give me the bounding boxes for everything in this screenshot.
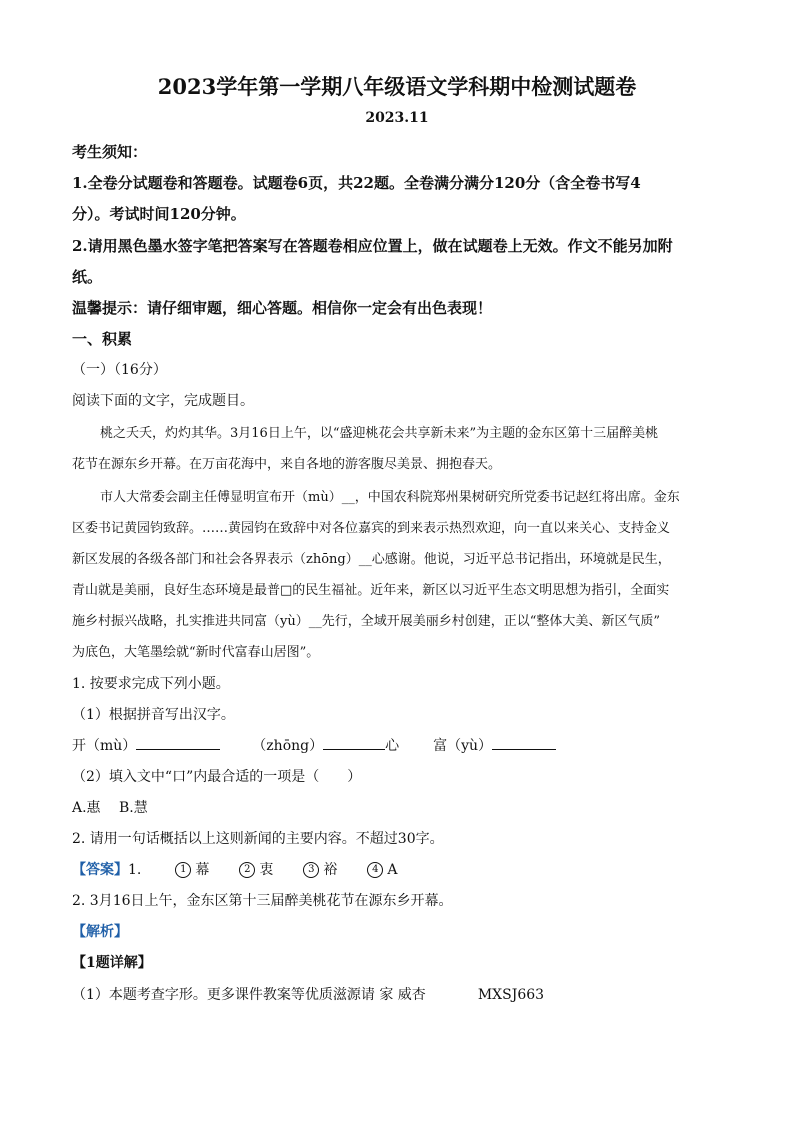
pinyin-prefix: （zhōng） — [252, 738, 324, 754]
notice-heading: 考生须知： — [72, 143, 148, 161]
detail-text: （1）本题考查字形。更多课件教案等优质滋源请 家 威杏 — [72, 987, 426, 1003]
answer-blank[interactable] — [492, 735, 556, 750]
part-heading: （一）（16分） — [72, 362, 167, 378]
answer-blank[interactable] — [136, 735, 220, 750]
passage-line: 花节在源东乡开幕。在万亩花海中，来自各地的游客腹尽美景、拥抱春天。 — [72, 457, 502, 472]
page-title: 2023学年第一学期八年级语文学科期中检测试题卷 — [157, 74, 637, 99]
circled-number: 3 — [303, 862, 319, 878]
answer-row — [72, 859, 397, 879]
passage-line: 桃之夭夭，灼灼其华。3月16日上午，以“盛迎桃花会共享新未来”为主题的金东区第十三届醉美桃 — [100, 426, 659, 441]
answer-item: 裕 — [323, 862, 338, 878]
answer-tag: 【答案】 — [72, 862, 128, 878]
circled-number: 1 — [175, 862, 191, 878]
answer-item: 衷 — [259, 862, 274, 878]
passage-line: 市人大常委会副主任傅显明宣布开（mù）__，中国农科院郑州果树研究所党委书记赵红将出席。金东 — [100, 490, 680, 505]
question-1-1: （1）根据拼音写出汉字。 — [72, 707, 235, 723]
tip-line: 温馨提示：请仔细审题，细心答题。相信你一定会有出色表现！ — [72, 299, 493, 317]
watermark-code: MXSJ663 — [477, 987, 545, 1003]
answer-2: 2. 3月16日上午，金东区第十三届醉美桃花节在源东乡开幕。 — [72, 893, 453, 909]
circled-number: 4 — [367, 862, 383, 878]
passage-line: 新区发展的各级各部门和社会各界表示（zhōng）__心感谢。他说，习近平总书记指出，环境就是民生， — [72, 552, 671, 567]
circled-number: 2 — [239, 862, 255, 878]
answer-item: 幕 — [195, 862, 210, 878]
passage-line: 青山就是美丽，良好生态环境是最普□的民生福祉。近年来，新区以习近平生态文明思想为指引，全面实 — [72, 583, 670, 598]
options-row: A.惠 B.慧 — [72, 800, 148, 816]
notice-1-line-1: 1.全卷分试题卷和答题卷。试题卷6页，共22题。全卷满分满分120分（含全卷书写4 — [72, 174, 641, 192]
passage-line: 施乡村振兴战略，扎实推进共同富（yù）__先行，全域开展美丽乡村创建，正以“整体大美、新区气质” — [72, 614, 661, 629]
answer-lead: 1. — [128, 862, 142, 878]
analysis-tag: 【解析】 — [72, 924, 128, 940]
pinyin-prefix: 开（mù） — [72, 738, 137, 754]
exam-date: 2023.11 — [365, 110, 429, 126]
pinyin-row — [72, 735, 556, 755]
pinyin-prefix: 富（yù） — [433, 738, 493, 754]
notice-1-line-2: 分）。考试时间120分钟。 — [72, 205, 246, 223]
question-1-2: （2）填入文中“口”内最合适的一项是（ ） — [72, 769, 362, 785]
notice-2-line-1: 2.请用黑色墨水签字笔把答案写在答题卷相应位置上，做在试题卷上无效。作文不能另加附 — [72, 237, 673, 255]
reading-instruction: 阅读下面的文字，完成题目。 — [72, 393, 254, 409]
question-1: 1. 按要求完成下列小题。 — [72, 676, 230, 692]
detail-line — [72, 984, 544, 1004]
pinyin-suffix: 心 — [385, 738, 400, 754]
answer-item: A — [387, 862, 398, 878]
answer-blank[interactable] — [323, 735, 385, 750]
question-2: 2. 请用一句话概括以上这则新闻的主要内容。不超过30字。 — [72, 831, 444, 847]
section-heading: 一、积累 — [72, 330, 133, 348]
notice-2-line-2: 纸。 — [72, 268, 103, 286]
passage-line: 区委书记黄园钧致辞。……黄园钧在致辞中对各位嘉宾的到来表示热烈欢迎，向一直以来关心、支持金义 — [72, 521, 671, 536]
passage-line: 为底色，大笔墨绘就“新时代富春山居图”。 — [72, 645, 320, 660]
detail-tag: 【1题详解】 — [72, 955, 152, 971]
